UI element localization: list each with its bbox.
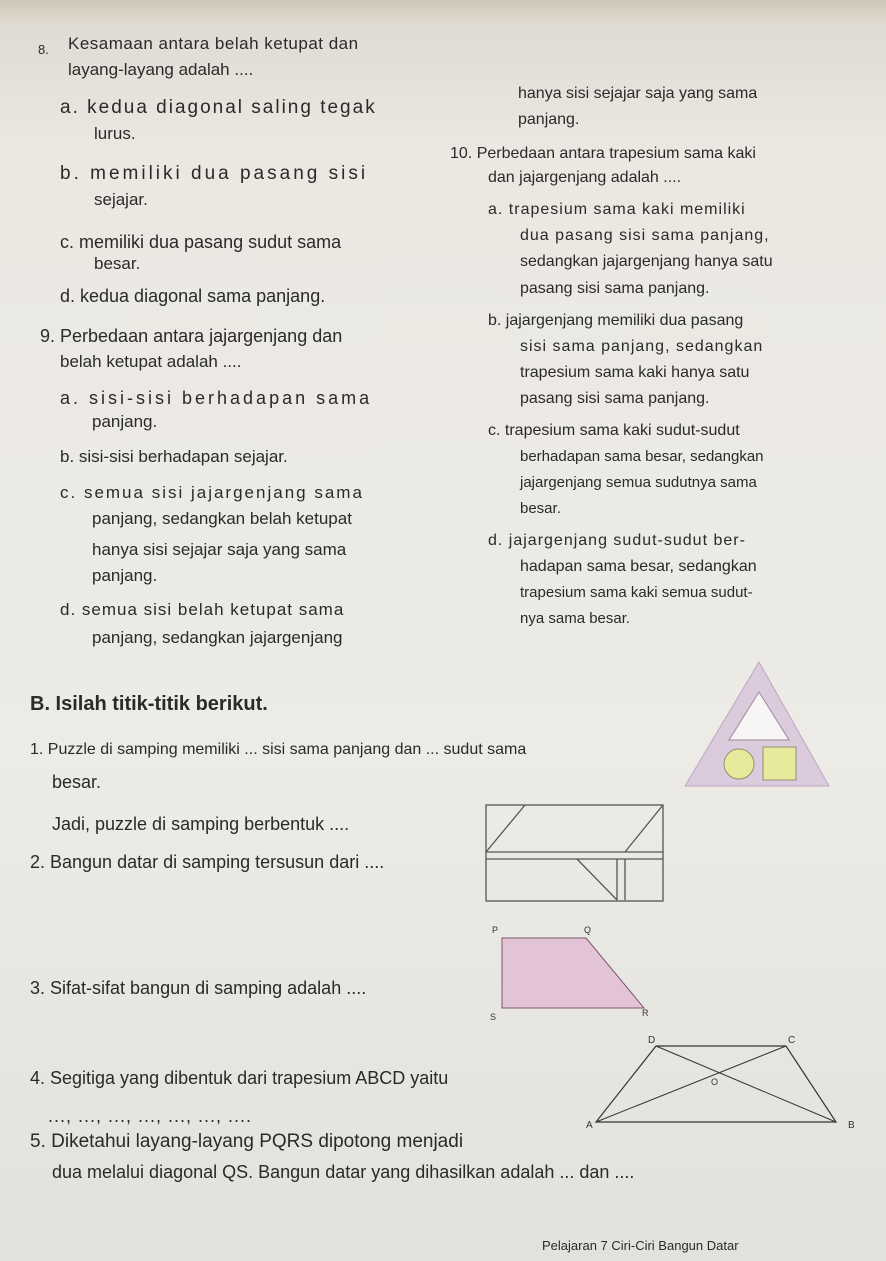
diagonal-ca [596, 1046, 786, 1122]
q9-option-c-cont3: panjang. [92, 566, 158, 585]
q10-option-c-cont3: besar. [520, 500, 561, 517]
page-top-edge [0, 0, 886, 26]
q8-option-a-cont: lurus. [94, 124, 136, 143]
diagonal-db [656, 1046, 836, 1122]
q8-stem-line2: layang-layang adalah .... [68, 60, 254, 79]
composite-triangle-slant [577, 859, 617, 900]
label-d: D [648, 1035, 656, 1046]
section-b-q4: 4. Segitiga yang dibentuk dari trapesium ABCD yaitu [30, 1068, 449, 1088]
label-q: Q [584, 925, 592, 935]
q8-option-c: c. memiliki dua pasang sudut sama [60, 232, 342, 252]
composite-right-diagonal [625, 805, 663, 852]
puzzle-figure [684, 658, 864, 790]
label-o: O [711, 1077, 719, 1087]
trapezoid-abcd-figure [586, 1034, 866, 1144]
puzzle-circle [724, 749, 754, 779]
q9-option-c-cont2: hanya sisi sejajar saja yang sama [92, 540, 347, 559]
q10-stem-line2: dan jajargenjang adalah .... [488, 169, 682, 186]
q10-option-a: a. trapesium sama kaki memiliki [488, 201, 746, 218]
section-b-q1-line1: 1. Puzzle di samping memiliki ... sisi sama panjang dan ... sudut sama [30, 741, 527, 758]
q10-option-d-cont2: trapesium sama kaki semua sudut- [520, 584, 753, 601]
composite-left-diagonal [486, 805, 525, 852]
q10-option-a-cont2: sedangkan jajargenjang hanya satu [520, 253, 773, 270]
q8-option-b-cont: sejajar. [94, 190, 148, 209]
q10-option-d-cont1: hadapan sama besar, sedangkan [520, 558, 757, 575]
label-b: B [848, 1120, 855, 1131]
label-r: R [642, 1008, 649, 1018]
q9-option-c: c. semua sisi jajargenjang sama [60, 483, 364, 502]
q9-option-b: b. sisi-sisi berhadapan sejajar. [60, 447, 288, 466]
section-b-heading: B. Isilah titik-titik berikut. [30, 693, 268, 715]
q9-stem-line1: 9. Perbedaan antara jajargenjang dan [40, 326, 343, 346]
q8-stem-line1: Kesamaan antara belah ketupat dan [68, 34, 359, 53]
q9-option-c-cont1: panjang, sedangkan belah ketupat [92, 509, 352, 528]
label-p: P [492, 925, 499, 935]
q9-option-a: a. sisi-sisi berhadapan sama [60, 388, 373, 408]
section-b-q5-line1: 5. Diketahui layang-layang PQRS dipotong menjadi [30, 1131, 464, 1152]
q10-option-c-cont1: berhadapan sama besar, sedangkan [520, 448, 764, 465]
page-footer: Pelajaran 7 Ciri-Ciri Bangun Datar [542, 1238, 739, 1253]
q10-stem-line1: 10. Perbedaan antara trapesium sama kaki [450, 145, 756, 162]
q10-option-b: b. jajargenjang memiliki dua pasang [488, 312, 744, 329]
q9-option-d-cont: panjang, sedangkan jajargenjang [92, 628, 343, 647]
q8-option-b: b. memiliki dua pasang sisi [60, 163, 369, 184]
q10-option-a-cont3: pasang sisi sama panjang. [520, 280, 710, 297]
q10-option-c-cont2: jajargenjang semua sudutnya sama [520, 474, 757, 491]
q10-option-d-cont3: nya sama besar. [520, 610, 631, 627]
section-b-q4-blanks: ..., ..., ..., ..., ..., ..., .... [48, 1106, 253, 1126]
q9-option-d: d. semua sisi belah ketupat sama [60, 600, 345, 619]
trapezoid-pqrs-figure [486, 924, 666, 1024]
q10-option-b-cont3: pasang sisi sama panjang. [520, 390, 710, 407]
label-c: C [788, 1035, 796, 1046]
q8-option-d-cont1: hanya sisi sejajar saja yang sama [518, 85, 758, 102]
section-b-q2: 2. Bangun datar di samping tersusun dari .... [30, 852, 385, 872]
q10-option-b-cont2: trapesium sama kaki hanya satu [520, 364, 750, 381]
q8-option-a: a. kedua diagonal saling tegak [60, 97, 377, 118]
q8-number: 8. [38, 42, 49, 57]
q9-option-a-cont: panjang. [92, 412, 158, 431]
q8-option-d-cont2: panjang. [518, 111, 580, 128]
label-a: A [586, 1120, 593, 1131]
q8-option-d: d. kedua diagonal sama panjang. [60, 286, 326, 306]
q8-option-c-cont: besar. [94, 254, 141, 273]
q9-stem-line2: belah ketupat adalah .... [60, 352, 242, 371]
q10-option-c: c. trapesium sama kaki sudut-sudut [488, 422, 740, 439]
q10-option-a-cont1: dua pasang sisi sama panjang, [520, 227, 770, 244]
q10-option-d: d. jajargenjang sudut-sudut ber- [488, 532, 746, 549]
trapezoid-pqrs [502, 938, 644, 1008]
label-s: S [490, 1012, 497, 1022]
q10-option-b-cont1: sisi sama panjang, sedangkan [520, 338, 764, 355]
section-b-q5-line2: dua melalui diagonal QS. Bangun datar yang dihasilkan adalah ... dan .... [52, 1162, 635, 1182]
section-b-q1-line2: besar. [52, 772, 102, 792]
composite-rectangle-figure [485, 804, 665, 904]
section-b-q1-line3: Jadi, puzzle di samping berbentuk .... [52, 814, 350, 834]
section-b-q3: 3. Sifat-sifat bangun di samping adalah .... [30, 978, 367, 998]
puzzle-square [763, 747, 796, 780]
